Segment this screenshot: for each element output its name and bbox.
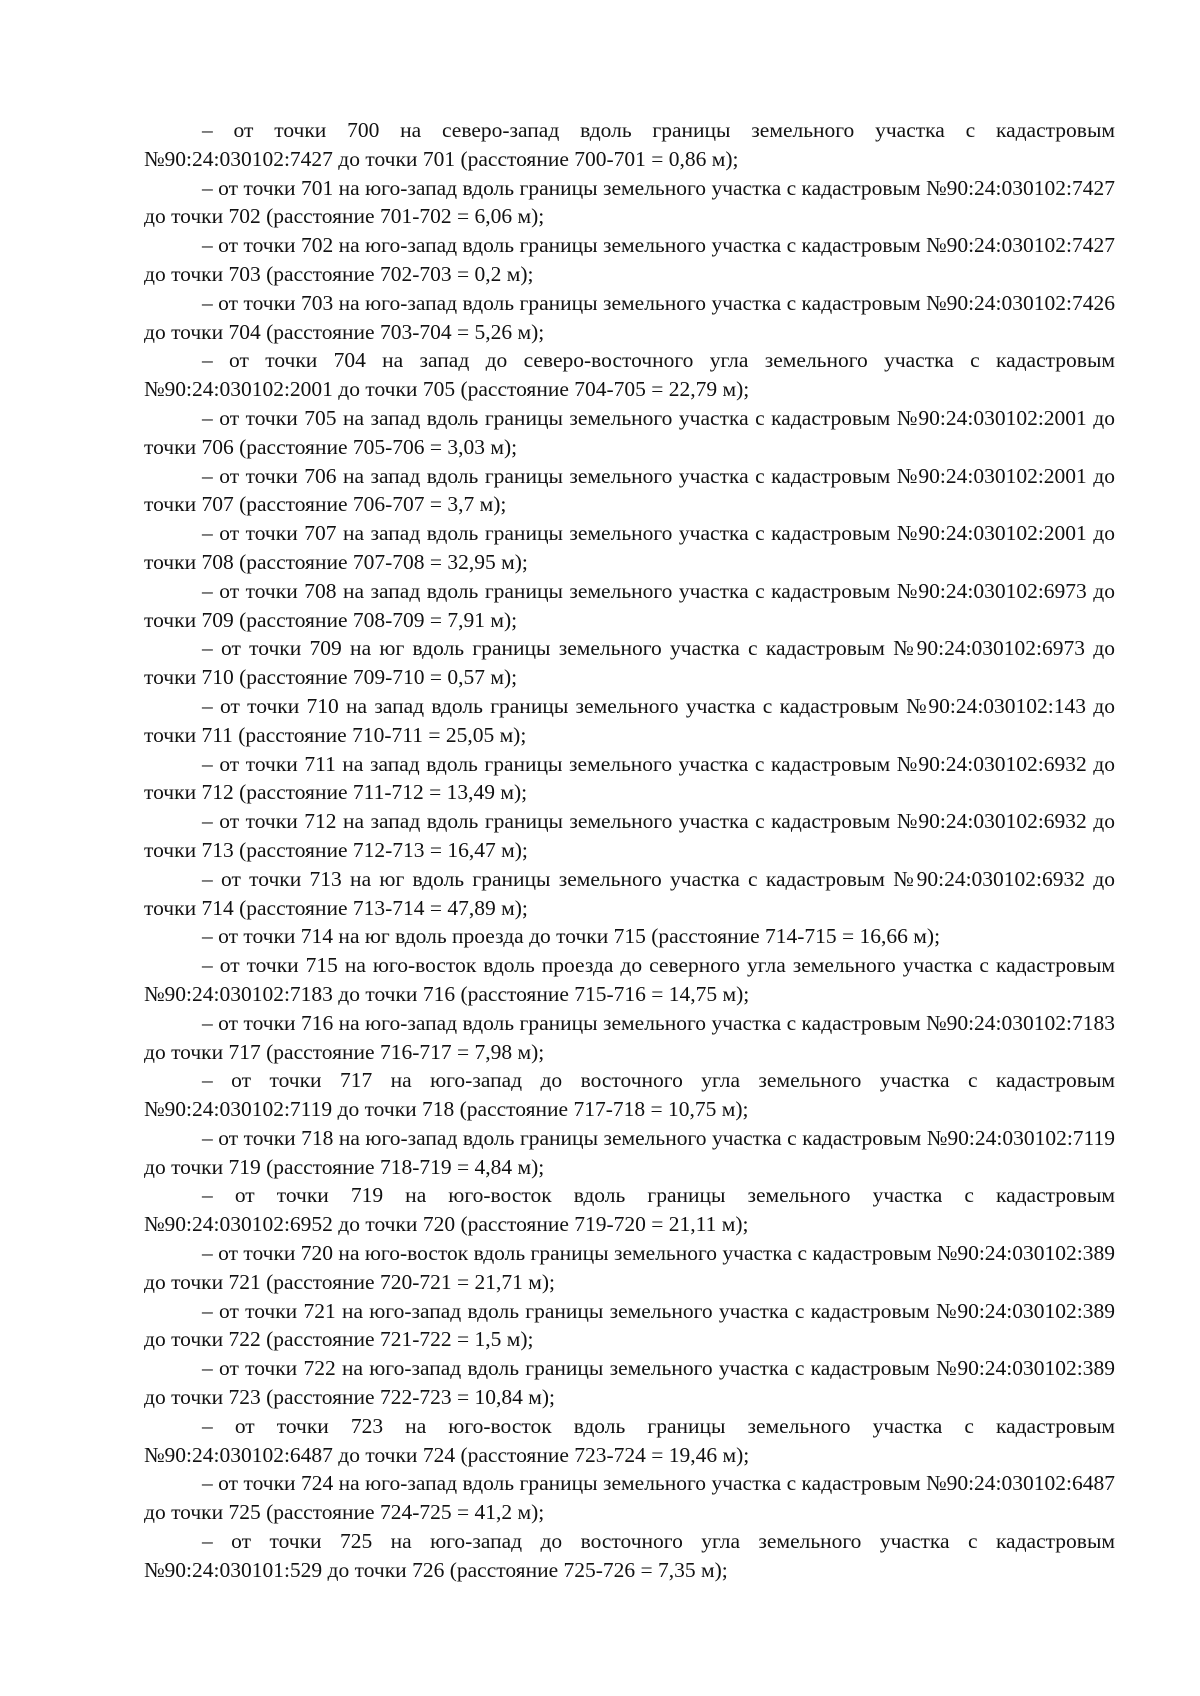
boundary-paragraph-724: – от точки 724 на юго-запад вдоль границы земельного участка с кадастровым №90:24:030102:6487 до точки 725 (расстояние 724-725 = 41,2 м);	[144, 1471, 1115, 1525]
boundary-paragraph-708: – от точки 708 на запад вдоль границы земельного участка с кадастровым №90:24:030102:6973 до точки 709 (расстояние 708-709 = 7,91 м);	[144, 578, 1115, 632]
boundary-paragraph-712: – от точки 712 на запад вдоль границы земельного участка с кадастровым №90:24:030102:6932 до точки 713 (расстояние 712-713 = 16,47 м);	[144, 809, 1115, 862]
boundary-paragraph-721: – от точки 721 на юго-запад вдоль границы земельного участка с кадастровым №90:24:030102:389 до точки 722 (расстояние 721-722 = 1,5 м);	[144, 1298, 1115, 1352]
boundary-paragraph-702: – от точки 702 на юго-запад вдоль границы земельного участка с кадастровым №90:24:030102:7427 до точки 703 (расстояние 702-703 = 0,2 м);	[144, 233, 1115, 286]
boundary-paragraph-707: – от точки 707 на запад вдоль границы земельного участка с кадастровым №90:24:030102:2001 до точки 708 (расстояние 707-708 = 32,95 м);	[144, 521, 1115, 574]
boundary-paragraph-704: – от точки 704 на запад до северо-восточного угла земельного участка с кадастровым №90:24:030102:2001 до точки 705 (расстояние 704-705 = 22,79 м);	[144, 348, 1115, 402]
boundary-paragraph-717: – от точки 717 на юго-запад до восточного угла земельного участка с кадастровым №90:24:030102:7119 до точки 718 (расстояние 717-718 = 10,75 м);	[144, 1068, 1115, 1122]
boundary-paragraph-719: – от точки 719 на юго-восток вдоль границы земельного участка с кадастровым №90:24:030102:6952 до точки 720 (расстояние 719-720 = 21,11 м);	[144, 1183, 1115, 1237]
boundary-description	[144, 116, 1115, 1585]
boundary-paragraph-705: – от точки 705 на запад вдоль границы земельного участка с кадастровым №90:24:030102:2001 до точки 706 (расстояние 705-706 = 3,03 м);	[144, 405, 1115, 459]
boundary-paragraph-715: – от точки 715 на юго-восток вдоль проезда до северного угла земельного участка с кадастровым №90:24:030102:7183 до точки 716 (расстояние 715-716 = 14,75 м);	[144, 953, 1115, 1006]
boundary-paragraph-714: – от точки 714 на юг вдоль проезда до точки 715 (расстояние 714-715 = 16,66 м);	[202, 924, 941, 949]
boundary-paragraph-718: – от точки 718 на юго-запад вдоль границы земельного участка с кадастровым №90:24:030102:7119 до точки 719 (расстояние 718-719 = 4,84 м);	[144, 1125, 1115, 1179]
boundary-paragraph-713: – от точки 713 на юг вдоль границы земельного участка с кадастровым №90:24:030102:6932 до точки 714 (расстояние 713-714 = 47,89 м);	[144, 866, 1115, 920]
boundary-paragraph-703: – от точки 703 на юго-запад вдоль границы земельного участка с кадастровым №90:24:030102:7426 до точки 704 (расстояние 703-704 = 5,26 м);	[144, 290, 1115, 344]
boundary-paragraph-722: – от точки 722 на юго-запад вдоль границы земельного участка с кадастровым №90:24:030102:389 до точки 723 (расстояние 722-723 = 10,84 м);	[144, 1356, 1115, 1410]
boundary-paragraph-716: – от точки 716 на юго-запад вдоль границы земельного участка с кадастровым №90:24:030102:7183 до точки 717 (расстояние 716-717 = 7,98 м);	[144, 1010, 1115, 1064]
boundary-paragraph-706: – от точки 706 на запад вдоль границы земельного участка с кадастровым №90:24:030102:2001 до точки 707 (расстояние 706-707 = 3,7 м);	[144, 463, 1115, 517]
boundary-paragraph-720: – от точки 720 на юго-восток вдоль границы земельного участка с кадастровым №90:24:030102:389 до точки 721 (расстояние 720-721 = 21,71 м);	[144, 1241, 1115, 1294]
boundary-paragraph-701: – от точки 701 на юго-запад вдоль границы земельного участка с кадастровым №90:24:030102:7427 до точки 702 (расстояние 701-702 = 6,06 м);	[144, 175, 1115, 229]
boundary-paragraph-710: – от точки 710 на запад вдоль границы земельного участка с кадастровым №90:24:030102:143 до точки 711 (расстояние 710-711 = 25,05 м);	[144, 693, 1115, 747]
boundary-paragraph-723: – от точки 723 на юго-восток вдоль границы земельного участка с кадастровым №90:24:030102:6487 до точки 724 (расстояние 723-724 = 19,46 м);	[144, 1413, 1115, 1467]
boundary-paragraph-711: – от точки 711 на запад вдоль границы земельного участка с кадастровым №90:24:030102:6932 до точки 712 (расстояние 711-712 = 13,49 м);	[144, 751, 1115, 805]
boundary-paragraph-725: – от точки 725 на юго-запад до восточного угла земельного участка с кадастровым №90:24:030101:529 до точки 726 (расстояние 725-726 = 7,35 м);	[144, 1529, 1115, 1582]
boundary-paragraph-709: – от точки 709 на юг вдоль границы земельного участка с кадастровым №90:24:030102:6973 до точки 710 (расстояние 709-710 = 0,57 м);	[144, 636, 1115, 690]
boundary-paragraph-700: – от точки 700 на северо-запад вдоль границы земельного участка с кадастровым №90:24:030102:7427 до точки 701 (расстояние 700-701 = 0,86 м);	[144, 118, 1115, 171]
